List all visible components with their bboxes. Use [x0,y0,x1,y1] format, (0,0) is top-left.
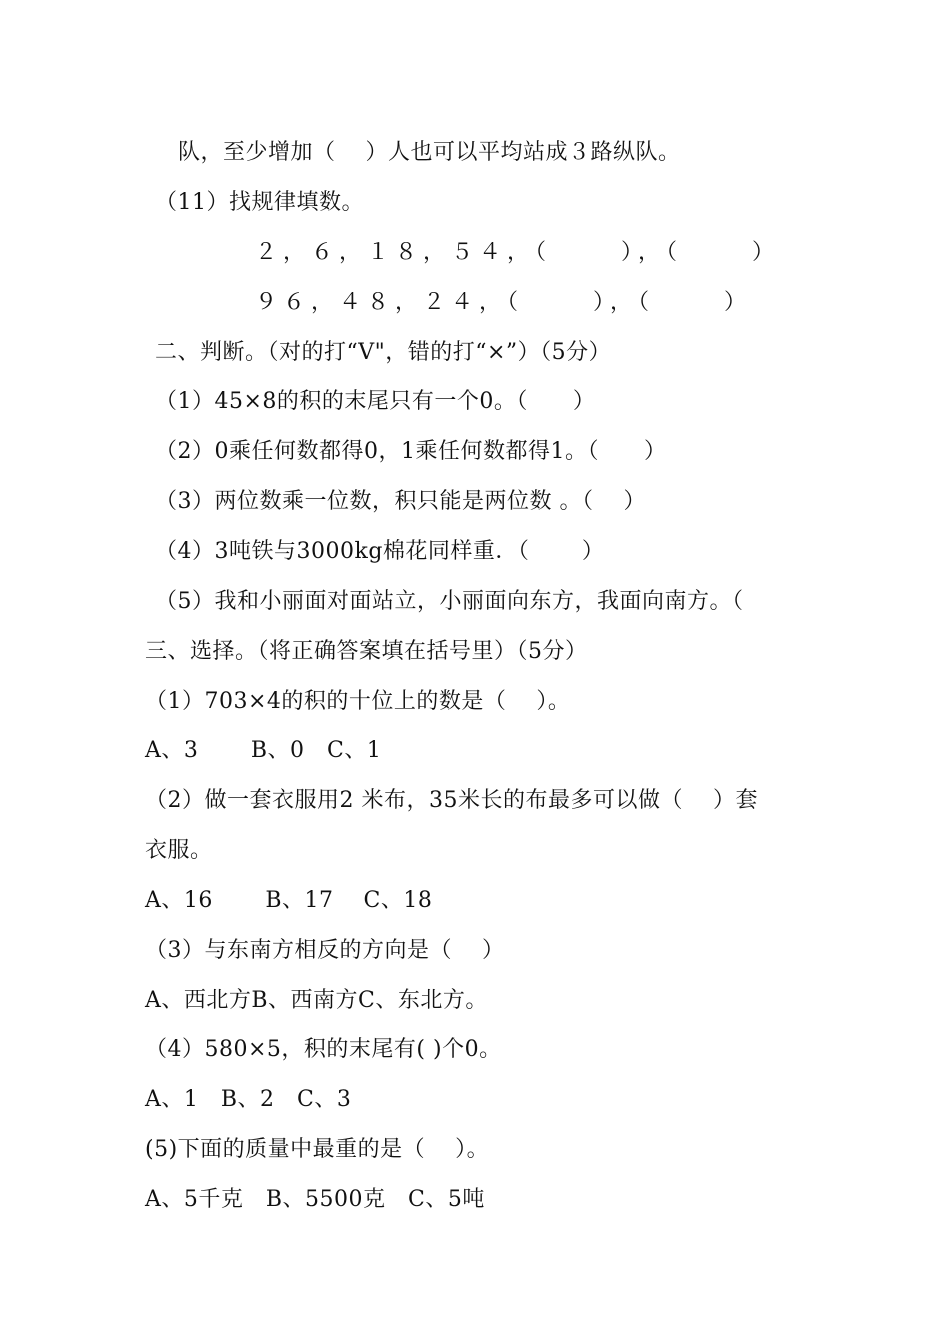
choice-question-4: （4）580×5，积的末尾有( )个0。 [145,1037,502,1062]
number-sequence-1: ２，６，１８，５４，（ ），（ ） [255,240,780,265]
choice-question-3: （3）与东南方相反的方向是（ ） [145,938,505,963]
number-sequence-2: ９６，４８，２４，（ ），（ ） [255,290,752,315]
judgment-item-5: （5）我和小丽面对面站立，小丽面向东方，我面向南方。（ [155,589,744,614]
judgment-item-1: （1）45×8的积的末尾只有一个0。（ ） [155,389,596,414]
choice-question-1: （1）703×4的积的十位上的数是（ ）。 [145,689,571,714]
choice-question-2: （2）做一套衣服用2 米布，35米长的布最多可以做（ ）套 [145,788,758,813]
fill-blank-question-10-continued: 队，至少增加（ ）人也可以平均站成３路纵队。 [178,140,681,165]
choice-options-3: A、西北方B、西南方C、东北方。 [145,988,488,1013]
choice-options-1: A、3 B、0 C、1 [145,738,382,763]
judgment-item-2: （2）0乘任何数都得0，1乘任何数都得1。（ ） [155,439,667,464]
choice-options-2: A、16 B、17 C、18 [145,888,433,913]
choice-options-4: A、1 B、2 C、3 [145,1087,352,1112]
section-heading-judgment: 二、判断。（对的打“V"，错的打“×”）（5分） [155,340,612,365]
judgment-item-3: （3）两位数乘一位数，积只能是两位数 。（ ） [155,489,646,514]
choice-question-2-continued: 衣服。 [145,838,213,863]
section-heading-choice: 三、选择。（将正确答案填在括号里）（5分） [145,639,588,664]
judgment-item-4: （4）3吨铁与3000kg棉花同样重．（ ） [155,539,605,564]
choice-options-5: A、5千克 B、5500克 C、5吨 [145,1187,485,1212]
choice-question-5: (5)下面的质量中最重的是（ ）。 [145,1137,490,1162]
fill-blank-question-11: （11）找规律填数。 [155,190,364,215]
